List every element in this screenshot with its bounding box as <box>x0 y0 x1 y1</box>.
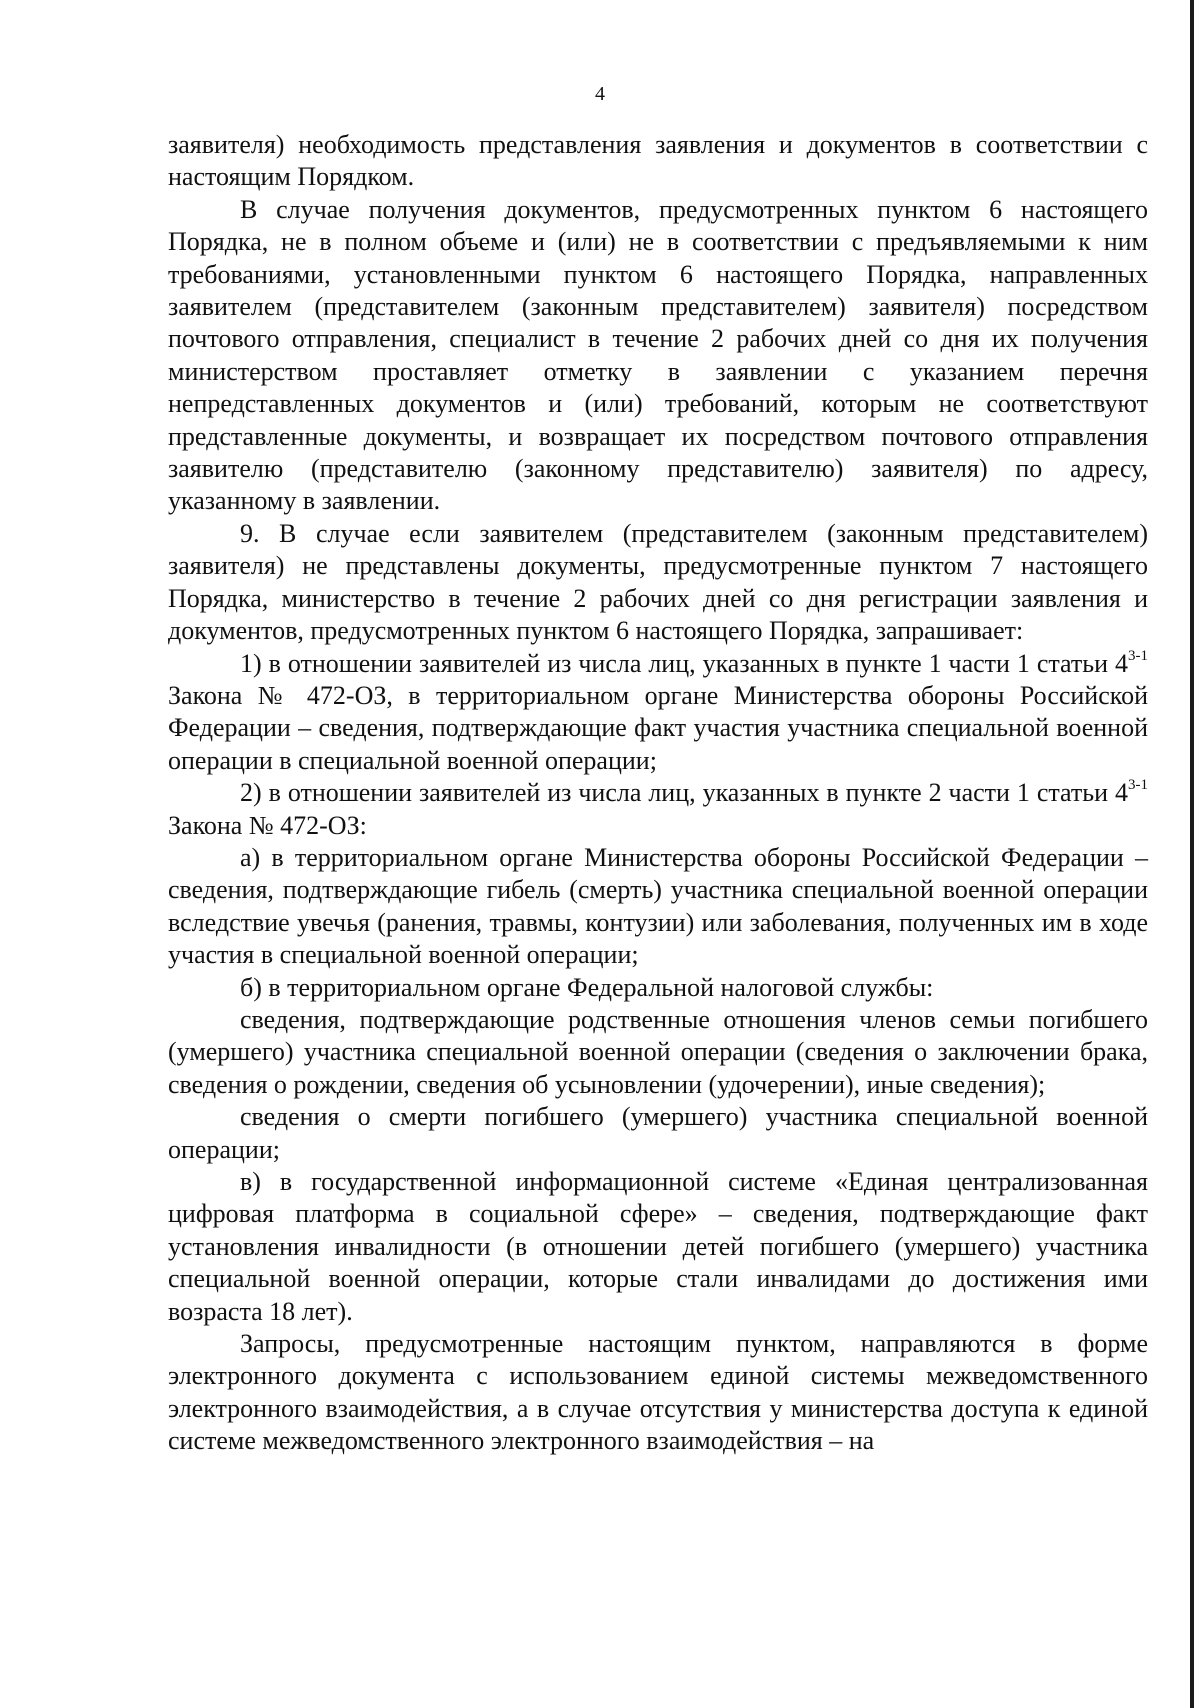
paragraph-kinship-info: сведения, подтверждающие родственные отношения членов семьи погибшего (умершего) участника специальной военной операции (сведения о заключении брака, сведения о рождении, сведения об усыновлении (удочерении), иные сведения); <box>168 1004 1148 1099</box>
subitem-1-text-before: 1) в отношении заявителей из числа лиц, указанных в пункте 1 части 1 статьи 4 <box>240 648 1128 678</box>
subitem-2-superscript: 3-1 <box>1128 777 1148 794</box>
paragraph-subitem-2 <box>168 777 1148 842</box>
paragraph-requests: Запросы, предусмотренные настоящим пунктом, направляются в форме электронного документа с использованием единой системы межведомственного электронного взаимодействия, а в случае отсутствия у министерства доступа к единой системе межведомственного электронного взаимодействия – на <box>168 1329 1148 1456</box>
document-body <box>168 129 1148 1458</box>
page-number: 4 <box>595 83 605 105</box>
paragraph-death-info: сведения о смерти погибшего (умершего) участника специальной военной операции; <box>168 1102 1148 1164</box>
subitem-2-text-after: Закона № 472-ОЗ: <box>168 810 367 840</box>
subitem-2-text-before: 2) в отношении заявителей из числа лиц, указанных в пункте 2 части 1 статьи 4 <box>240 778 1128 808</box>
paragraph-subitem-a: а) в территориальном органе Министерства обороны Российской Федерации – сведения, подтверждающие гибель (смерть) участника специальной военной операции вследствие увечья (ранения, травмы, контузии) или заболевания, полученных им в ходе участия в специальной военной операции; <box>168 842 1148 970</box>
subitem-1-superscript: 3-1 <box>1128 647 1148 664</box>
subitem-1-text-after: Закона № 472-ОЗ, в территориальном органе Министерства обороны Российской Федерации – сведения, подтверждающие факт участия участника специальной военной операции в специальной военной операции; <box>168 680 1148 775</box>
paragraph-subitem-b: б) в территориальном органе Федеральной налоговой службы: <box>240 972 934 1002</box>
page-edge-line <box>1190 0 1194 1708</box>
paragraph-continuation: заявителя) необходимость представления заявления и документов в соответствии с настоящим Порядком. <box>168 130 1148 192</box>
paragraph-item-9: 9. В случае если заявителем (представителем (законным представителем) заявителя) не представлены документы, предусмотренные пунктом 7 настоящего Порядка, министерство в течение 2 рабочих дней со дня регистрации заявления и документов, предусмотренных пунктом 6 настоящего Порядка, запрашивает: <box>168 518 1148 646</box>
paragraph-subitem-1 <box>168 648 1148 778</box>
paragraph-subitem-v: в) в государственной информационной системе «Единая централизованная цифровая платформа в социальной сфере» – сведения, подтверждающие факт установления инвалидности (в отношении детей погибшего (умершего) участника специальной военной операции, которые стали инвалидами до достижения ими возраста 18 лет). <box>168 1167 1148 1326</box>
paragraph-incomplete-documents: В случае получения документов, предусмотренных пунктом 6 настоящего Порядка, не в полном объеме и (или) не в соответствии с предъявляемыми к ним требованиями, установленными пунктом 6 настоящего Порядка, направленных заявителем (представителем (законным представителем) заявителя) посредством почтового отправления, специалист в течение 2 рабочих дней со дня их получения министерством проставляет отметку в заявлении с указанием перечня непредставленных документов и (или) требований, которым не соответствуют представленные документы, и возвращает их посредством почтового отправления заявителю (представителю (законному представителю) заявителя) по адресу, указанному в заявлении. <box>168 194 1148 516</box>
